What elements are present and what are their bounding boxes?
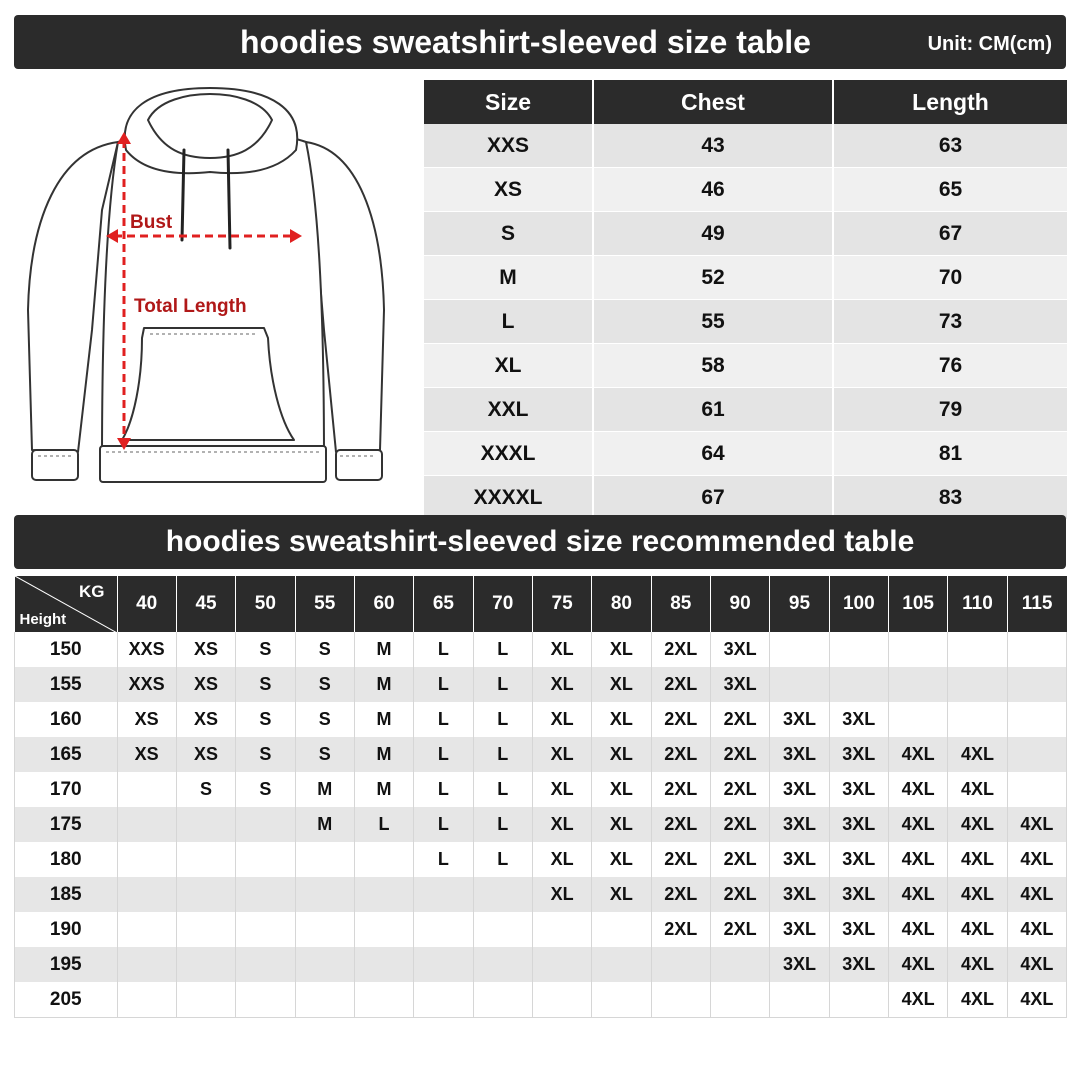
size-cell: XXXL [424,432,593,476]
recommended-size-cell [1007,737,1066,772]
table-row [15,772,1067,807]
recommended-size-cell [829,632,888,667]
recommended-size-cell [710,947,769,982]
weight-header-cell: 50 [236,576,295,632]
table-row [424,388,1067,432]
recommended-size-cell [117,947,176,982]
chest-cell: 67 [593,476,833,520]
size-cell: S [424,212,593,256]
recommended-size-cell: S [236,772,295,807]
recommended-size-cell: M [354,772,413,807]
recommended-size-cell: 4XL [1007,912,1066,947]
size-cell: XXXXL [424,476,593,520]
recommended-size-cell: XL [532,737,591,772]
recommended-size-cell: 2XL [710,807,769,842]
recommended-size-cell: 4XL [1007,947,1066,982]
recommended-size-cell: 4XL [1007,982,1066,1018]
length-cell: 81 [833,432,1067,476]
recommended-size-cell: XL [592,737,651,772]
recommended-size-cell: 3XL [829,947,888,982]
recommended-size-cell: 4XL [888,772,947,807]
recommended-size-cell [236,912,295,947]
column-header-length: Length [833,80,1067,124]
recommended-size-cell [414,947,473,982]
recommended-size-cell [354,982,413,1018]
chest-cell: 61 [593,388,833,432]
recommended-table-title: hoodies sweatshirt-sleeved size recommended table [165,525,915,558]
table-row [15,737,1067,772]
recommended-size-cell [888,667,947,702]
recommended-size-cell [295,982,354,1018]
size-table-title: hoodies sweatshirt-sleeved size table [240,24,811,60]
kg-label: KG [79,582,105,601]
recommended-size-cell [1007,632,1066,667]
recommended-size-cell [295,877,354,912]
recommended-size-cell: 3XL [770,947,829,982]
recommended-size-cell: 2XL [710,877,769,912]
recommended-size-cell [829,667,888,702]
recommended-size-cell: 2XL [710,737,769,772]
recommended-size-cell [117,877,176,912]
recommended-size-cell: L [473,842,532,877]
recommended-size-cell: XS [176,737,235,772]
recommended-size-cell: 4XL [888,912,947,947]
recommended-size-cell: XS [176,632,235,667]
recommended-size-cell [710,982,769,1018]
recommended-size-cell [117,772,176,807]
recommended-size-cell: 4XL [888,842,947,877]
height-cell: 195 [15,947,118,982]
table-row [424,124,1067,168]
height-cell: 150 [15,632,118,667]
table-row [424,212,1067,256]
recommended-size-cell [176,842,235,877]
recommended-size-cell: XS [117,737,176,772]
recommended-size-cell: 4XL [948,877,1007,912]
chest-cell: 43 [593,124,833,168]
weight-header-cell: 65 [414,576,473,632]
recommended-size-cell: 3XL [829,807,888,842]
chest-cell: 58 [593,344,833,388]
recommended-size-cell [176,947,235,982]
recommended-size-cell [414,982,473,1018]
size-cell: XL [424,344,593,388]
recommended-size-cell: XL [532,877,591,912]
table-row [15,947,1067,982]
recommended-size-cell: 4XL [1007,807,1066,842]
recommended-size-cell: L [414,737,473,772]
length-cell: 83 [833,476,1067,520]
recommended-size-cell [532,947,591,982]
recommended-size-cell: 4XL [1007,842,1066,877]
recommended-size-cell: 2XL [651,877,710,912]
unit-label: Unit: CM(cm) [927,33,1052,55]
recommended-size-cell [176,877,235,912]
bust-label: Bust [130,212,173,233]
recommended-size-cell [948,632,1007,667]
total-length-label: Total Length [134,296,247,317]
recommended-size-cell: M [354,737,413,772]
chest-cell: 64 [593,432,833,476]
recommended-size-cell: XL [532,842,591,877]
recommended-size-cell [473,982,532,1018]
recommended-size-cell: 2XL [651,842,710,877]
recommended-size-cell [117,982,176,1018]
recommended-size-cell: XXS [117,632,176,667]
recommended-size-cell [414,912,473,947]
recommended-size-cell [354,947,413,982]
table-row [424,432,1067,476]
recommended-size-cell [770,667,829,702]
column-header-chest: Chest [593,80,833,124]
recommended-size-cell [592,947,651,982]
recommended-size-cell: 4XL [888,737,947,772]
weight-header-cell: 90 [710,576,769,632]
weight-header-cell: 75 [532,576,591,632]
recommended-size-cell: 3XL [770,737,829,772]
recommended-size-cell: S [236,737,295,772]
recommended-size-cell [532,982,591,1018]
recommended-size-cell [473,947,532,982]
weight-header-cell: 85 [651,576,710,632]
table-row [15,632,1067,667]
recommended-size-table [14,576,1067,1018]
recommended-size-cell: 3XL [710,632,769,667]
height-weight-corner-cell [15,576,118,632]
recommended-size-cell [295,842,354,877]
height-cell: 160 [15,702,118,737]
recommended-size-cell: M [354,702,413,737]
recommended-size-cell [117,807,176,842]
size-cell: L [424,300,593,344]
weight-header-cell: 115 [1007,576,1066,632]
recommended-size-cell [236,877,295,912]
recommended-size-cell: L [414,702,473,737]
recommended-size-cell: 3XL [770,702,829,737]
recommended-size-cell: 3XL [770,807,829,842]
recommended-size-cell: XL [592,807,651,842]
recommended-size-cell: 4XL [948,807,1007,842]
recommended-size-cell: XL [592,877,651,912]
recommended-size-cell: XL [532,807,591,842]
recommended-size-cell: 3XL [770,912,829,947]
length-cell: 67 [833,212,1067,256]
recommended-size-cell: XL [532,632,591,667]
table-row [15,982,1067,1018]
recommended-size-cell: XL [592,632,651,667]
recommended-size-cell: 4XL [888,877,947,912]
recommended-size-cell: 4XL [948,737,1007,772]
recommended-size-cell: S [176,772,235,807]
recommended-size-cell: L [473,737,532,772]
recommended-size-cell: 3XL [770,842,829,877]
recommended-size-cell: 4XL [948,912,1007,947]
length-cell: 65 [833,168,1067,212]
recommended-size-cell [354,842,413,877]
table-row [15,877,1067,912]
recommended-size-cell: XL [532,702,591,737]
recommended-size-cell: XL [592,772,651,807]
recommended-size-cell [473,912,532,947]
recommended-size-cell: 2XL [651,737,710,772]
recommended-size-cell [414,877,473,912]
recommended-size-cell: 2XL [651,632,710,667]
recommended-size-cell: M [295,807,354,842]
recommended-size-cell: L [414,632,473,667]
recommended-table-header-bar [14,515,1066,569]
recommended-size-cell: XL [592,842,651,877]
weight-header-cell: 80 [592,576,651,632]
weight-header-cell: 55 [295,576,354,632]
weight-header-cell: 100 [829,576,888,632]
height-cell: 170 [15,772,118,807]
column-header-size: Size [424,80,593,124]
recommended-size-cell: XL [592,667,651,702]
recommended-size-cell [176,912,235,947]
recommended-size-cell [770,632,829,667]
table-row [15,842,1067,877]
recommended-size-cell: XL [532,772,591,807]
recommended-size-cell [829,982,888,1018]
recommended-size-cell: L [473,632,532,667]
recommended-size-cell [651,947,710,982]
weight-header-cell: 60 [354,576,413,632]
table-row [424,300,1067,344]
recommended-size-cell: 3XL [829,877,888,912]
table-row [424,344,1067,388]
recommended-size-cell [295,947,354,982]
recommended-size-cell: XL [592,702,651,737]
recommended-size-cell: XS [117,702,176,737]
recommended-size-cell: 2XL [651,667,710,702]
recommended-size-cell: M [354,632,413,667]
recommended-size-cell [117,842,176,877]
recommended-size-cell [592,982,651,1018]
recommended-size-cell: L [414,807,473,842]
recommended-size-cell: 2XL [651,772,710,807]
chest-cell: 55 [593,300,833,344]
recommended-size-cell [354,877,413,912]
recommended-size-cell: L [473,772,532,807]
height-cell: 175 [15,807,118,842]
recommended-size-cell: L [414,842,473,877]
recommended-size-cell [888,702,947,737]
length-cell: 73 [833,300,1067,344]
recommended-size-cell: XS [176,702,235,737]
recommended-size-cell [236,982,295,1018]
weight-header-cell: 95 [770,576,829,632]
height-cell: 180 [15,842,118,877]
recommended-size-cell: S [236,667,295,702]
recommended-size-cell: 4XL [948,842,1007,877]
recommended-size-cell [236,807,295,842]
recommended-size-cell: 3XL [710,667,769,702]
recommended-size-cell: L [354,807,413,842]
weight-header-cell: 105 [888,576,947,632]
recommended-size-cell: XS [176,667,235,702]
recommended-size-cell: 4XL [888,947,947,982]
recommended-size-cell: 2XL [710,912,769,947]
height-cell: 165 [15,737,118,772]
table-row [15,912,1067,947]
recommended-size-cell: 2XL [710,772,769,807]
recommended-size-cell: M [354,667,413,702]
recommended-size-cell: 4XL [1007,877,1066,912]
height-cell: 190 [15,912,118,947]
recommended-size-cell: L [473,667,532,702]
recommended-size-cell [948,702,1007,737]
weight-header-row [15,576,1067,632]
recommended-size-cell: 2XL [710,702,769,737]
recommended-size-cell: 2XL [651,912,710,947]
recommended-size-cell: 2XL [651,702,710,737]
length-cell: 70 [833,256,1067,300]
size-table [424,80,1067,520]
length-cell: 79 [833,388,1067,432]
recommended-size-cell: L [473,807,532,842]
recommended-size-cell: L [414,772,473,807]
recommended-size-cell [117,912,176,947]
hoodie-diagram [18,80,410,500]
recommended-size-cell: S [295,632,354,667]
height-cell: 185 [15,877,118,912]
recommended-size-cell: 4XL [948,982,1007,1018]
recommended-size-cell: M [295,772,354,807]
recommended-size-cell: 4XL [888,807,947,842]
recommended-size-cell [592,912,651,947]
recommended-size-cell: S [295,702,354,737]
height-cell: 205 [15,982,118,1018]
recommended-size-cell: 3XL [770,877,829,912]
table-row [424,168,1067,212]
recommended-size-cell: XL [532,667,591,702]
recommended-size-cell [948,667,1007,702]
table-row [424,256,1067,300]
recommended-size-cell: L [414,667,473,702]
size-cell: XXS [424,124,593,168]
table-row [15,702,1067,737]
recommended-size-cell: 2XL [651,807,710,842]
recommended-size-cell: 3XL [829,737,888,772]
waistband-shape [100,446,326,482]
weight-header-cell: 45 [176,576,235,632]
chest-cell: 46 [593,168,833,212]
recommended-size-cell [770,982,829,1018]
recommended-size-cell: 3XL [770,772,829,807]
weight-header-cell: 70 [473,576,532,632]
size-table-header-row [424,80,1067,124]
right-cuff-shape [336,450,382,480]
recommended-size-cell: S [295,667,354,702]
recommended-size-cell: S [295,737,354,772]
table-row [424,476,1067,520]
height-label: Height [19,611,67,628]
recommended-size-cell [295,912,354,947]
chest-cell: 49 [593,212,833,256]
kangaroo-pocket-shape [122,328,294,440]
recommended-size-cell: S [236,702,295,737]
recommended-size-cell: 3XL [829,912,888,947]
table-row [15,807,1067,842]
recommended-size-cell [236,842,295,877]
recommended-size-cell [1007,667,1066,702]
recommended-size-cell: 4XL [888,982,947,1018]
recommended-size-cell: L [473,702,532,737]
size-cell: M [424,256,593,300]
size-table-header-bar [14,15,1066,69]
weight-header-cell: 40 [117,576,176,632]
recommended-size-cell [651,982,710,1018]
left-cuff-shape [32,450,78,480]
recommended-size-cell: 4XL [948,947,1007,982]
recommended-size-cell: 3XL [829,702,888,737]
size-cell: XXL [424,388,593,432]
recommended-size-cell: 4XL [948,772,1007,807]
recommended-size-cell: 3XL [829,772,888,807]
weight-header-cell: 110 [948,576,1007,632]
recommended-size-cell [176,807,235,842]
recommended-size-cell [176,982,235,1018]
recommended-size-cell: XXS [117,667,176,702]
recommended-size-cell: S [236,632,295,667]
length-cell: 63 [833,124,1067,168]
recommended-size-cell [473,877,532,912]
recommended-size-cell [1007,772,1066,807]
recommended-size-cell: 2XL [710,842,769,877]
length-cell: 76 [833,344,1067,388]
recommended-size-cell [354,912,413,947]
recommended-size-cell [1007,702,1066,737]
recommended-size-cell [532,912,591,947]
recommended-size-cell [236,947,295,982]
size-cell: XS [424,168,593,212]
recommended-size-cell [888,632,947,667]
height-cell: 155 [15,667,118,702]
table-row [15,667,1067,702]
recommended-size-cell: 3XL [829,842,888,877]
chest-cell: 52 [593,256,833,300]
